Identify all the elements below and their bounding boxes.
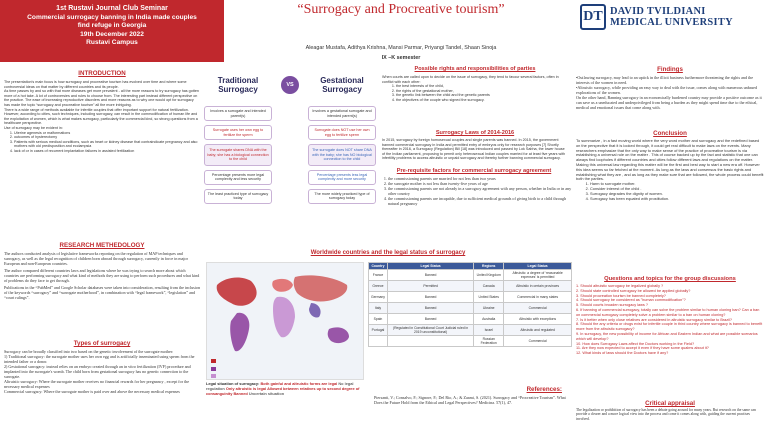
questions-heading: Questions and topics for the group discussions: [604, 276, 736, 282]
findings-point-2: •Altruistic surrogacy, while providing an easy way to deal with the issue, comes along with numerous unbased explorations of the women.: [576, 85, 758, 95]
findings-point-3: On the other hand, Banning surrogacy in an economically burdened country may provide a positive outcome as it can save us a uneducated and underprivileged from being a burden as they might spend time due to the ethical, medical and emotional issues that come along with.: [576, 95, 762, 110]
list-item: 3. the genetic link between the child and the genetic parents: [396, 93, 568, 98]
questions-section: [576, 276, 764, 356]
table-header: Regions: [474, 263, 504, 270]
types-intro: Surrogacy can be broadly classified into two based on the genetic involvement of the surrogate mother:: [4, 349, 174, 354]
question-item: 4. Should surrogacy be considered as "human commodification"?: [576, 298, 686, 303]
introduction-section: [4, 70, 200, 154]
methodology-heading: RESEARCH METHEDOLOGY: [59, 242, 145, 249]
table-row: [369, 336, 572, 347]
table-cell: Altruistic: a degree of ‘reasonable expenses’ is permitted: [504, 270, 572, 281]
legend-relatives: Allowed between relatives up to second degree of consanguinity: [206, 385, 360, 396]
table-cell: France: [369, 270, 388, 281]
question-item: 9. In surrogacy, the new possibility of income for African and Eastern Indian and what are possible scenarios which will develop?: [576, 331, 758, 341]
table-cell: Commercial: [504, 336, 572, 347]
surrogacy-status-table: [368, 262, 572, 347]
table-cell: Banned: [387, 303, 473, 314]
types-traditional: 1) Traditional surrogacy: the surrogate mother uses her own egg and is artificially inseminated using sperm from the intended father or a donor.: [4, 354, 195, 364]
map-legend-text: [206, 382, 368, 396]
legend-altruistic: Only altruistic is legal: [225, 385, 267, 391]
table-cell: Ukraine: [474, 303, 504, 314]
poster-title: “Surrogacy and Procreative tourism”: [297, 2, 505, 17]
legend-title: Legal situation of surrogacy:: [206, 381, 260, 386]
legend-both: Both gainful and altruistic forms are legal: [260, 381, 338, 386]
laws-section: [382, 130, 568, 161]
findings-point-1: •Outlawing surrogacy, may lead to an uptick in the illicit business furthermore threatening the rights and the interests of the women in need.: [576, 75, 754, 85]
topic-line-2: find refuge in Georgia: [77, 22, 147, 30]
gestational-point: The more widely practiced type of surrogacy today: [308, 189, 376, 204]
intro-paragraph-2: As time passes by and so with that more diseases get more prevalent - all the more reasons to try surrogacy has gotten more of a hot take. A lot of controversies and rules to choose from. The interesting part instead different perspective on the practice. The ease of increasing reproductive disorders and more reasons as to why one would opt for surrogacy has made the topic “surrogacy and procreative tourism” all the more intriguing.: [4, 89, 199, 107]
traditional-point: Surrogate uses her own egg to fertilize the sperm: [204, 125, 272, 140]
findings-section: [576, 66, 764, 110]
map-legend: [211, 359, 216, 378]
table-row: [369, 281, 572, 292]
conclusion-text: To summarize , in a fast moving world where the very word mother and surrogacy and the redefined based on the perspective that it is looked through, it could get real difficult to make laws on the events. Many researchers emphasize that the only way to make sense of the practice of procreative tourism is via establishing a universal rule on the matter . This of course backed up by the fact and statistic that one can always find loopholes if different countries and cities follow different laws and regulations on the matter. Making this universal law regarding this matter will be the first and best way to start a new era off. However this idea seems so far fetched at the moment. As long as the laws and consensus the basic rights and establishing what they are , and as long as they make sure that are followed, the whole process could benefit both the parties.: [576, 138, 764, 182]
question-item: 7. Is it better when only close relatives are considered in altruistic surrogacy similar to Brazil?: [576, 317, 732, 322]
question-item: 10. How does Surrogacy Laws affect the Doctors working in the Field?: [576, 341, 695, 346]
table-cell: (Regulated in Constitutional Court Judicial ruled in 2019 unconstitutional): [387, 325, 473, 336]
table-row: [369, 303, 572, 314]
methodology-paragraph-1: The authors conducted analysis of legislative frameworks reporting on the regulation of MAP techniques and surrogacy, as well as the legal recognition of children born abroad through surrogacy, currently in force in major European and non-European countries.: [4, 251, 188, 266]
seminar-name: 1st Rustavi Journal Club Seminar: [56, 5, 168, 12]
critical-text: The legalization or prohibition of surrogacy has been a debate going around for many years. But research on the same can provide a clearer and a more logical view into the process and come it comes along with, guiding the current practises involved.: [576, 408, 756, 421]
map-heading: Worldwide countries and the legal status of surrogacy: [310, 250, 466, 256]
table-cell: Italy: [369, 303, 388, 314]
table-cell: United States: [474, 292, 504, 303]
table-cell: Banned: [387, 270, 473, 281]
critical-appraisal-section: [576, 400, 764, 421]
question-item: 5. Should courts broaden surrogacy laws ?: [576, 303, 648, 308]
table-header: Country: [369, 263, 388, 270]
list-item: 3. Surrogacy degrades the dignity of women.: [590, 192, 764, 197]
question-item: 8. Should the any criteria or drugs exist for infertile couple in third country where surrogacy is banned to benefit more from the altruistic surrogacy?: [576, 322, 763, 332]
table-cell: Portugal: [369, 325, 388, 336]
table-cell: Russian Federation: [474, 336, 504, 347]
traditional-column: [204, 106, 272, 204]
world-map-graphic: [207, 263, 365, 381]
list-item: 3. Patients with serious medical conditions, such as heart or kidney disease that contraindicate pregnancy and also mothers with old predisposition and ecclampsia: [14, 140, 200, 149]
rights-intro: When courts are called upon to decide on the issue of surrogacy, they tend to favour several factors, often in conflict with each other:: [382, 75, 559, 84]
findings-heading: Findings: [657, 66, 683, 73]
world-map: [206, 262, 364, 380]
question-item: 2. Should state controlled surrogacy be allowed be applied globally?: [576, 288, 691, 293]
list-item: 1. the best interests of the child,: [396, 84, 568, 89]
list-item: 4. the objectives of the couple who signed the surrogacy.: [396, 98, 568, 103]
question-item: 1. Should altruistic surrogacy be legalized globally ?: [576, 284, 664, 288]
laws-text: In 2015, surrogacy by foreign homosexual couples and single parents was banned. In 2015, the government banned commercial surrogacy in India and permitted entry of embryos only for research purposes [7] Shortly thereafter in 2016, a Surrogacy (Regulation) Bill [18] was introduced and passed by Lok Sabha, the lower house of the Indian parliament, proposing to permit only heterosexual Indian couples married for at least five years with infertility problems to access altruistic or unpaid surrogacy and thereby further banning commercial surrogacy.: [382, 138, 566, 161]
list-item: 1. Harm to surrogate mother.: [590, 182, 764, 187]
table-cell: Banned: [387, 314, 473, 325]
legend-uncertain: Uncertain situation: [248, 390, 285, 396]
group-label: IX –K semester: [381, 55, 421, 61]
question-item: 11. Are they now expected to accept it even if they have some qualms about it?: [576, 346, 709, 351]
types-section: [4, 340, 200, 394]
question-item: 12. What kinds of laws should the Doctors have if any?: [576, 351, 669, 356]
table-header: Legal Status: [504, 263, 572, 270]
topic-line-1: Commercial surrogacy banning in India made couples: [27, 13, 197, 21]
seminar-campus: Rustavi Campus: [86, 39, 138, 47]
seminar-info-box: [0, 0, 224, 62]
traditional-point: Percentage presents more legal complexity and less security: [204, 170, 272, 185]
table-header: Legal Status: [387, 263, 473, 270]
table-cell: Commercial in many states: [504, 292, 572, 303]
gestational-point: Surrogate does NOT use her own egg to fertilize sperm: [308, 125, 376, 140]
types-commercial: Commercial surrogacy: Where the surrogate mother is paid over and above the necessary medical expenses: [4, 389, 180, 394]
rights-heading: Possible rights and responsibilities of parties: [414, 66, 536, 72]
table-cell: Australia: [474, 314, 504, 325]
seminar-date: 19th December 2022: [80, 30, 144, 38]
list-item: 1. the commissioning parents are married for not less than two years: [388, 176, 574, 181]
types-heading: Types of surrogacy: [73, 340, 131, 347]
university-logo: [580, 3, 766, 31]
methodology-paragraph-2: The author compared different countries laws and legislations where he was trying to search more about which countries are performing surrogacy and what kind of methods they are using to perform such procedures and what kind of problems do they face to get through.: [4, 268, 200, 283]
gestational-title: Gestational Surrogacy: [320, 76, 364, 94]
list-item: 2. the surrogate mother is not less than twenty-five years of age: [388, 181, 574, 186]
table-cell: Permitted: [387, 281, 473, 292]
gestational-point: Involves a gestational surrogate and intended parent(s): [308, 106, 376, 121]
table-cell: Commercial: [504, 303, 572, 314]
table-row: [369, 270, 572, 281]
list-item: 4. Surrogacy has been equated with prostitution.: [590, 197, 764, 202]
conclusion-section: [576, 130, 764, 201]
table-row: [369, 292, 572, 303]
question-item: 6. If banning of commercial surrogacy, totally can solve the problem similar to human cloning ban? Can a ban on commercial surrogacy completely solve a problem similar to a ban on human cloning?: [576, 307, 760, 317]
traditional-point: The surrogate shares DNA with the baby; she has a biological connection to the child: [204, 144, 272, 166]
table-cell: Altruistic in certain provinces: [504, 281, 572, 292]
gestational-point: Percentage presents less legal complexity and more security: [308, 170, 376, 185]
prerequisite-section: [374, 168, 574, 206]
laws-heading: Surrogacy Laws of 2014-2016: [435, 130, 515, 136]
university-crest-icon: DT: [580, 4, 606, 30]
table-cell: Altruistic with exceptions: [504, 314, 572, 325]
traditional-title: Traditional Surrogacy: [217, 76, 259, 94]
references-heading: References:: [526, 386, 562, 393]
legend-banned: Banned: [233, 390, 248, 396]
table-cell: Canada: [474, 281, 504, 292]
table-cell: [387, 336, 473, 347]
table-cell: Greece: [369, 281, 388, 292]
list-item: 2. Consider interest of the child .: [590, 187, 764, 192]
question-item: 3. Should procreation tourism be banned completely?: [576, 293, 666, 298]
list-item: 1. Uterine agenesis or malformations: [14, 131, 200, 136]
table-cell: [369, 336, 388, 347]
intro-paragraph-1: The presentation's main focus is how surrogacy and procreative tourism has evolved over time and where some controversial ideas on that matter by different countries and its people.: [4, 80, 187, 89]
surrogacy-comparison-diagram: [204, 68, 376, 256]
references-text: Piersanti, V.; Consalvo, F.; Signore, F.; Del Rio, A.; & Zaami, S. (2021). Surrogacy and “Procreative Tourism”. What Does the Future Hold from the Ethical and Legal Perspectives? Medicina. 57(1), 47.: [374, 395, 566, 405]
references-section: [374, 386, 570, 405]
logo-line-1: DAVID TVILDIANI: [610, 6, 706, 17]
list-item: 2. the rights of the gestational mother,: [396, 89, 568, 94]
prerequisite-heading: Pre-requisite factors for commercial surrogacy agreement: [396, 168, 552, 174]
table-row: [369, 314, 572, 325]
critical-heading: Critical appraisal: [645, 400, 695, 407]
list-item: 4. lack of or in cases of recurrent implantation failures in assisted fertilization: [14, 149, 200, 154]
intro-paragraph-3: There is a wide range of methods available for infertile couples that offer important support for natural fertilization. However, according to cities, such techniques, including surrogacy, can result in the commodification of human life and the exploitation of women, which is what makes surrogacy, particularly the commercial kind, so strong questions from a healthcare perspective.: [4, 107, 198, 126]
introduction-heading: INTRODUCTION: [78, 70, 126, 77]
list-item: 2. outcomes of hysterectomy: [14, 135, 200, 140]
table-cell: Altruistic and regulated: [504, 325, 572, 336]
traditional-point: The least practiced type of surrogacy today: [204, 189, 272, 204]
vs-badge: VS: [281, 76, 299, 94]
traditional-point: Involves a surrogate and intended parent(s): [204, 106, 272, 121]
table-cell: Israel: [474, 325, 504, 336]
conclusion-heading: Conclusion: [653, 130, 687, 137]
table-cell: Banned: [387, 292, 473, 303]
methodology-paragraph-3: Publications in the “PubMed” and Google Scholar databases were taken into consideration, resulting from the inclusion of the keywords “surrogacy” and “surrogate motherhood”, in combination with “legal framework”, “legislation” and “court rulings”.: [4, 285, 200, 300]
list-item: 4. the commissioning parents are incapable, due to sufficient medical grounds of giving birth to a child through natural pregnancy: [388, 196, 574, 206]
types-gestational: 2) Gestational surrogacy: instead relies on an embryo created through an in vitro fertilization (IVF) procedure and implanted into the surrogate's womb. The child born from gestational surrogacy has no genetic connection to the surrogate.: [4, 364, 191, 379]
table-row: [369, 325, 572, 336]
table-cell: Spain: [369, 314, 388, 325]
gestational-column: [308, 106, 376, 204]
intro-paragraph-4: Use of surrogacy may be evident in:: [4, 125, 63, 130]
authors: Aleagar Mustafa, Adithya Krishna, Mansi Parmar, Priyangi Tandel, Shaan Sinoja: [305, 45, 497, 51]
legend-no-regulation: No legal regulation: [206, 381, 354, 391]
types-altruistic: Altruistic surrogacy: Where the surrogate mother receives no financial rewards for her pregnancy , except for the necessary medical expenses: [4, 379, 190, 389]
gestational-point: The surrogate does NOT share DNA with the baby; she has NO biological connection to the child: [308, 144, 376, 166]
map-section: [200, 250, 576, 256]
table-cell: Germany: [369, 292, 388, 303]
list-item: 3. the commissioning parents are not already in a surrogacy agreement with any person, whether in India or in any other country: [388, 186, 574, 196]
rights-section: [382, 66, 568, 103]
logo-line-2: MEDICAL UNIVERSITY: [610, 17, 733, 28]
methodology-section: [4, 242, 200, 300]
table-cell: United Kingdom: [474, 270, 504, 281]
